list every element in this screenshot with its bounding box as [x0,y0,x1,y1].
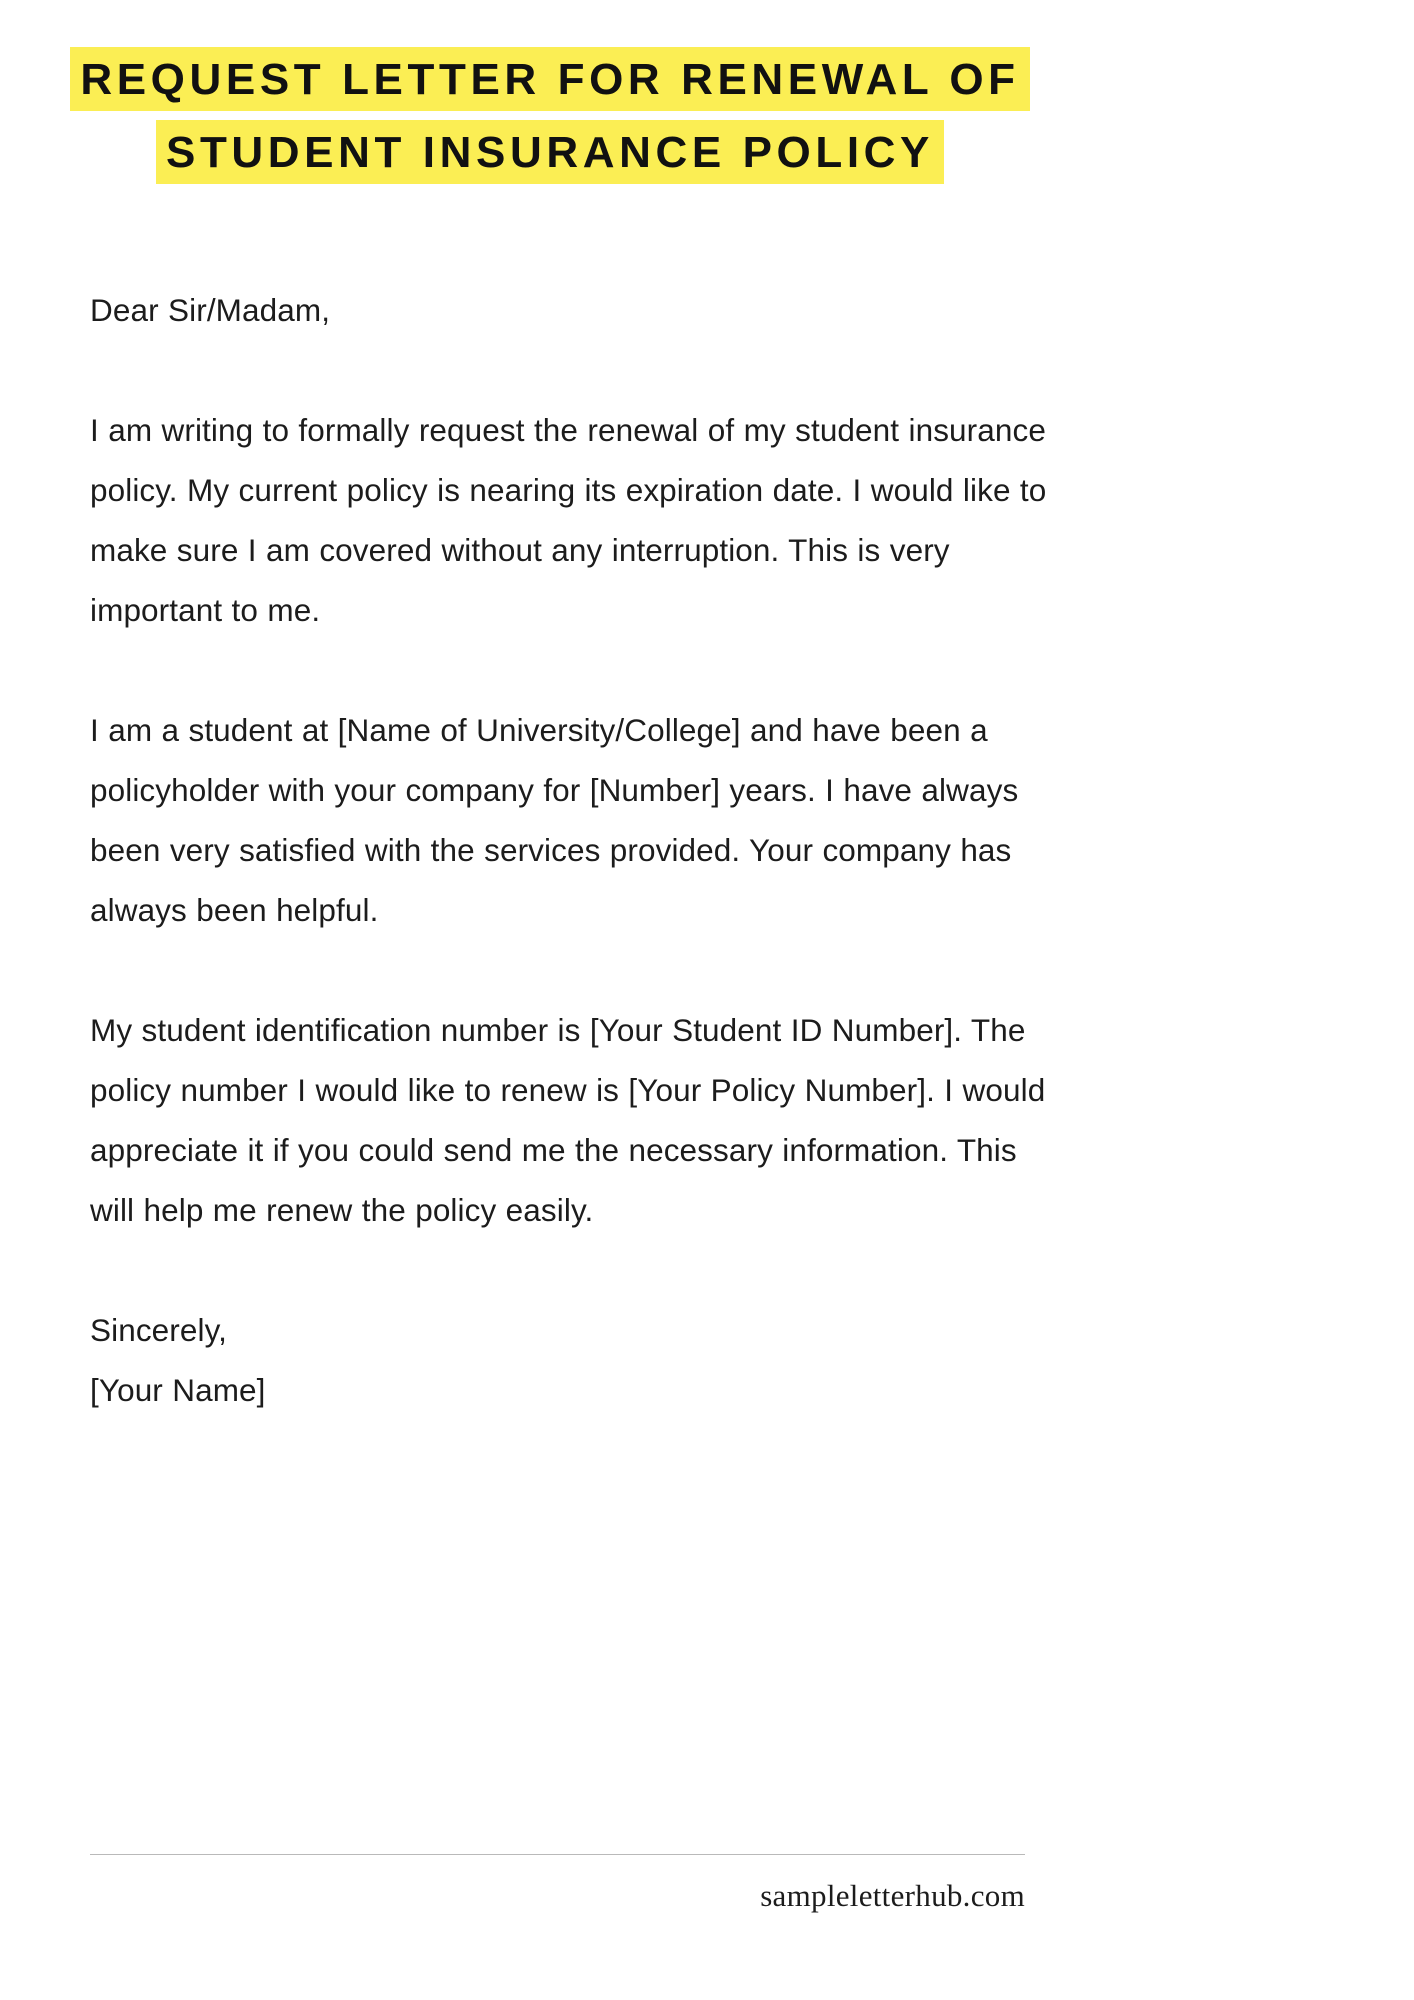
letter-paragraph-3: My student identification number is [Your Student ID Number]. The policy number I would like to renew is [Your Policy Number]. I would appreciate it if you could send me the necessary information. This will help me renew the policy easily. [90,1012,1046,1228]
title-row-1 [0,48,1100,121]
letter-paragraph-1: I am writing to formally request the renewal of my student insurance policy. My current policy is nearing its expiration date. I would like to make sure I am covered without any interruption. This is very important to me. [90,412,1047,628]
page-title-line-2: STUDENT INSURANCE POLICY [156,120,944,184]
letter-body [90,280,1050,1420]
footer-website: sampleletterhub.com [760,1878,1025,1913]
letter-closing: Sincerely, [90,1312,227,1348]
page-title [0,48,1100,194]
letter-paragraph-2: I am a student at [Name of University/College] and have been a policyholder with your company for [Number] years. I have always been very satisfied with the services provided. Your company has always been helpful. [90,712,1019,928]
title-row-2 [0,121,1100,194]
letter-greeting: Dear Sir/Madam, [90,292,331,328]
letter-signature: [Your Name] [90,1372,266,1408]
page-title-line-1: REQUEST LETTER FOR RENEWAL OF [70,47,1029,111]
footer-divider [90,1854,1025,1855]
